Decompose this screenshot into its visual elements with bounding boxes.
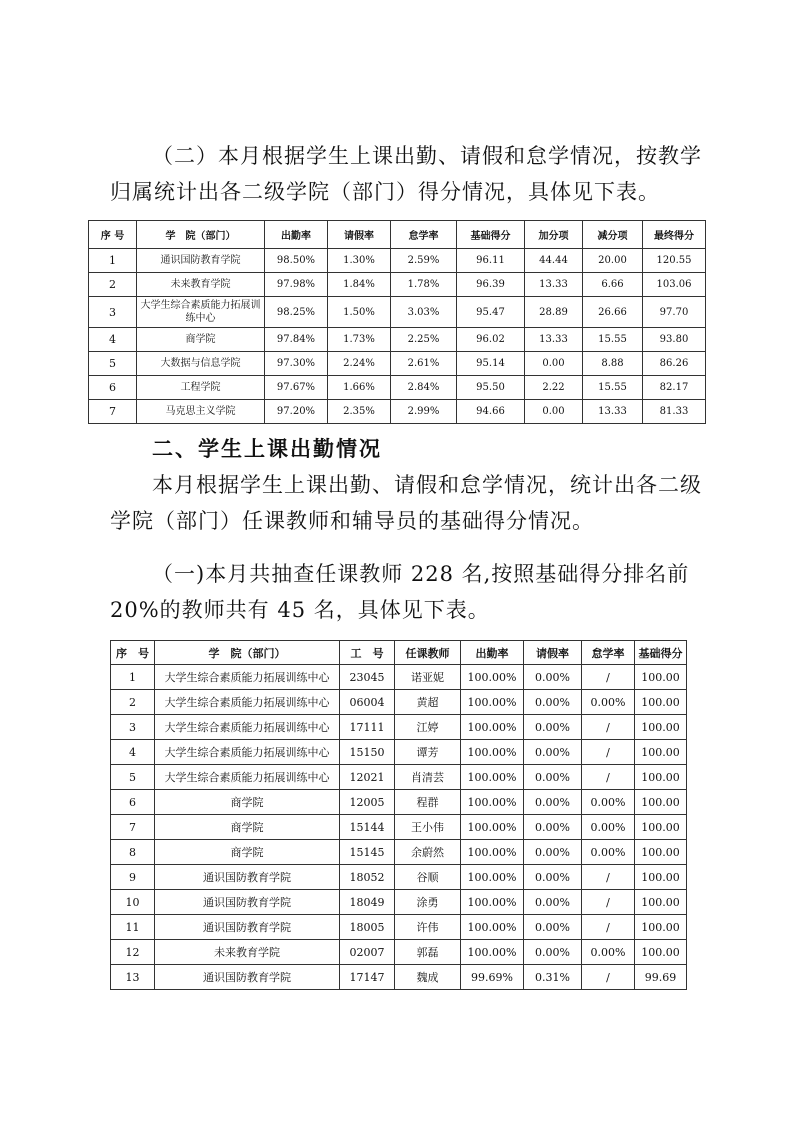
table-cell: 1.73% [328, 328, 391, 352]
table-cell: 100.00 [635, 665, 687, 690]
table-cell: 4 [111, 740, 155, 765]
table-cell: 13 [111, 965, 155, 990]
table-cell: 15.55 [583, 328, 643, 352]
table-cell: / [582, 915, 635, 940]
header-cell: 学 院（部门） [137, 221, 265, 249]
table-cell: 100.00% [461, 840, 524, 865]
table-cell: 02007 [340, 940, 395, 965]
table-cell: 1 [111, 665, 155, 690]
table-cell: 94.66 [457, 400, 525, 424]
table-cell: 100.00 [635, 815, 687, 840]
table-cell: 28.89 [525, 297, 583, 328]
table-cell: 0.31% [524, 965, 582, 990]
table-cell: 0.00% [582, 690, 635, 715]
table-row [89, 352, 706, 376]
table-cell: 1.84% [328, 273, 391, 297]
table-cell: 18005 [340, 915, 395, 940]
table-row [111, 865, 687, 890]
table-cell: 许伟 [395, 915, 461, 940]
table-cell: 大学生综合素质能力拓展训练中心 [155, 765, 340, 790]
table-row [111, 690, 687, 715]
table-cell: / [582, 665, 635, 690]
table-cell: 郭磊 [395, 940, 461, 965]
table-cell: 5 [111, 765, 155, 790]
table-cell: 20.00 [583, 249, 643, 273]
header-cell: 出勤率 [461, 641, 524, 665]
table-cell: 82.17 [643, 376, 706, 400]
table-cell: 余蔚然 [395, 840, 461, 865]
table-cell: 100.00% [461, 665, 524, 690]
table-cell: 100.00 [635, 840, 687, 865]
table-cell: 100.00 [635, 690, 687, 715]
table-cell: 6.66 [583, 273, 643, 297]
table-cell: 0.00% [582, 940, 635, 965]
table-cell: 未来教育学院 [137, 273, 265, 297]
table-cell: 97.20% [265, 400, 328, 424]
table-cell: 100.00 [635, 715, 687, 740]
table-cell: 100.00% [461, 890, 524, 915]
table-row [89, 328, 706, 352]
table-cell: 100.00% [461, 940, 524, 965]
table-cell: 0.00% [524, 790, 582, 815]
table-row [111, 765, 687, 790]
table-cell: 商学院 [155, 790, 340, 815]
table-cell: 9 [111, 865, 155, 890]
table-cell: 通识国防教育学院 [155, 915, 340, 940]
table-cell: 3.03% [391, 297, 457, 328]
table-row [89, 376, 706, 400]
header-cell: 请假率 [328, 221, 391, 249]
table-cell: 0.00% [524, 865, 582, 890]
table-cell: 100.00 [635, 865, 687, 890]
table-cell: 06004 [340, 690, 395, 715]
table-cell: 0.00% [524, 665, 582, 690]
table-cell: 98.25% [265, 297, 328, 328]
table-cell: 2 [111, 690, 155, 715]
table-cell: 谷顺 [395, 865, 461, 890]
table-row [111, 740, 687, 765]
table-cell: 通识国防教育学院 [155, 965, 340, 990]
table-cell: 96.11 [457, 249, 525, 273]
table-cell: 0.00 [525, 400, 583, 424]
section-intro-paragraph: （二）本月根据学生上课出勤、请假和怠学情况，按教学归属统计出各二级学院（部门）得分情况，具体见下表。 [110, 144, 702, 204]
table-cell: 诺亚妮 [395, 665, 461, 690]
table-cell: 100.00% [461, 790, 524, 815]
table-cell: 15150 [340, 740, 395, 765]
table-cell: 马克思主义学院 [137, 400, 265, 424]
table-row [89, 249, 706, 273]
table-cell: 100.00 [635, 890, 687, 915]
table-row [111, 915, 687, 940]
table-cell: 0.00% [524, 840, 582, 865]
table-cell: 2.61% [391, 352, 457, 376]
table-cell: 大学生综合素质能力拓展训练中心 [155, 715, 340, 740]
table-cell: / [582, 865, 635, 890]
table-cell: 2 [89, 273, 137, 297]
table-cell: 商学院 [137, 328, 265, 352]
table-cell: 11 [111, 915, 155, 940]
table-cell: 2.99% [391, 400, 457, 424]
table-cell: 0.00 [525, 352, 583, 376]
header-cell: 出勤率 [265, 221, 328, 249]
table-cell: 100.00% [461, 715, 524, 740]
table-cell: 1.50% [328, 297, 391, 328]
table-cell: 0.00% [524, 715, 582, 740]
table-cell: 18052 [340, 865, 395, 890]
table-cell: 工程学院 [137, 376, 265, 400]
table-cell: 1.78% [391, 273, 457, 297]
header-cell: 任课教师 [395, 641, 461, 665]
table-row [111, 815, 687, 840]
table-cell: 肖清芸 [395, 765, 461, 790]
header-cell: 请假率 [524, 641, 582, 665]
table-cell: 100.00% [461, 915, 524, 940]
table-cell: 0.00% [524, 890, 582, 915]
table-cell: 13.33 [525, 328, 583, 352]
table-cell: 0.00% [582, 790, 635, 815]
table-header-row [89, 221, 706, 249]
table-row [111, 715, 687, 740]
table-cell: 12 [111, 940, 155, 965]
table-cell: 18049 [340, 890, 395, 915]
table-row [111, 940, 687, 965]
table-header-row [111, 641, 687, 665]
table-cell: 大学生综合素质能力拓展训练中心 [155, 690, 340, 715]
table-cell: 100.00 [635, 740, 687, 765]
table-cell: 未来教育学院 [155, 940, 340, 965]
table-cell: 17147 [340, 965, 395, 990]
section-heading: 二、学生上课出勤情况 [152, 437, 382, 461]
table-cell: 商学院 [155, 815, 340, 840]
table-cell: 8.88 [583, 352, 643, 376]
table-cell: 6 [89, 376, 137, 400]
table-cell: 0.00% [524, 915, 582, 940]
table-cell: 0.00% [524, 815, 582, 840]
table-cell: 3 [111, 715, 155, 740]
table-row [111, 965, 687, 990]
table-cell: 0.00% [582, 815, 635, 840]
table-cell: 2.59% [391, 249, 457, 273]
table-cell: 96.02 [457, 328, 525, 352]
header-cell: 怠学率 [391, 221, 457, 249]
table-cell: 0.00% [524, 690, 582, 715]
table-cell: 100.00% [461, 690, 524, 715]
table-cell: 程群 [395, 790, 461, 815]
table-cell: 97.98% [265, 273, 328, 297]
table-cell: 黄超 [395, 690, 461, 715]
table-cell: 江婷 [395, 715, 461, 740]
table-cell: 100.00 [635, 940, 687, 965]
table-cell: 7 [89, 400, 137, 424]
table-cell: 0.00% [524, 765, 582, 790]
table-cell: 23045 [340, 665, 395, 690]
table-row [111, 790, 687, 815]
table-cell: 魏成 [395, 965, 461, 990]
table-cell: 15144 [340, 815, 395, 840]
table-cell: 谭芳 [395, 740, 461, 765]
table-cell: 97.67% [265, 376, 328, 400]
table-cell: 1 [89, 249, 137, 273]
table-cell: 8 [111, 840, 155, 865]
table-cell: 97.30% [265, 352, 328, 376]
table-cell: 4 [89, 328, 137, 352]
table-cell: 26.66 [583, 297, 643, 328]
header-cell: 基础得分 [457, 221, 525, 249]
table-row [89, 273, 706, 297]
table-cell: 17111 [340, 715, 395, 740]
header-cell: 序 号 [89, 221, 137, 249]
table-cell: 100.00% [461, 865, 524, 890]
college-scores-table [88, 220, 706, 424]
table-cell: 100.00 [635, 915, 687, 940]
table-cell: 2.22 [525, 376, 583, 400]
table-cell: 86.26 [643, 352, 706, 376]
table-row [111, 890, 687, 915]
header-cell: 最终得分 [643, 221, 706, 249]
sampling-paragraph: （一)本月共抽查任课教师 228 名,按照基础得分排名前 20%的教师共有 45 名，具体见下表。 [110, 562, 690, 622]
table-cell: 5 [89, 352, 137, 376]
table-cell: 100.00% [461, 765, 524, 790]
table-row [111, 840, 687, 865]
table-cell: 1.66% [328, 376, 391, 400]
table-cell: 103.06 [643, 273, 706, 297]
table-cell: 3 [89, 297, 137, 328]
table-cell: 95.47 [457, 297, 525, 328]
header-cell: 加分项 [525, 221, 583, 249]
header-cell: 怠学率 [582, 641, 635, 665]
teacher-ranking-table [110, 640, 687, 990]
table-cell: 通识国防教育学院 [155, 890, 340, 915]
table-cell: 96.39 [457, 273, 525, 297]
table-cell: 商学院 [155, 840, 340, 865]
table-cell: 0.00% [582, 840, 635, 865]
table-cell: 0.00% [524, 740, 582, 765]
table-cell: 100.00% [461, 815, 524, 840]
table-cell: 王小伟 [395, 815, 461, 840]
table-cell: 12021 [340, 765, 395, 790]
table-cell: 15145 [340, 840, 395, 865]
attendance-paragraph: 本月根据学生上课出勤、请假和怠学情况，统计出各二级学院（部门）任课教师和辅导员的基础得分情况。 [110, 473, 702, 533]
table-cell: / [582, 965, 635, 990]
table-cell: 44.44 [525, 249, 583, 273]
header-cell: 学 院（部门） [155, 641, 340, 665]
table-cell: 大学生综合素质能力拓展训练中心 [155, 740, 340, 765]
table-row [89, 400, 706, 424]
table-cell: 2.25% [391, 328, 457, 352]
table-cell: 120.55 [643, 249, 706, 273]
table-cell: 97.84% [265, 328, 328, 352]
table-cell: / [582, 765, 635, 790]
table-cell: 100.00% [461, 740, 524, 765]
table-cell: 12005 [340, 790, 395, 815]
table-cell: 大学生综合素质能力拓展训练中心 [137, 297, 265, 328]
header-cell: 基础得分 [635, 641, 687, 665]
table-cell: 13.33 [583, 400, 643, 424]
table-cell: 大学生综合素质能力拓展训练中心 [155, 665, 340, 690]
table-cell: 通识国防教育学院 [137, 249, 265, 273]
table-cell: 13.33 [525, 273, 583, 297]
table-cell: 99.69% [461, 965, 524, 990]
table-cell: / [582, 890, 635, 915]
table-cell: 95.50 [457, 376, 525, 400]
table-cell: / [582, 740, 635, 765]
table-cell: 81.33 [643, 400, 706, 424]
table-cell: 98.50% [265, 249, 328, 273]
table-cell: 2.35% [328, 400, 391, 424]
table-cell: 6 [111, 790, 155, 815]
table-cell: 97.70 [643, 297, 706, 328]
table-cell: 15.55 [583, 376, 643, 400]
table-cell: 100.00 [635, 790, 687, 815]
table-cell: 1.30% [328, 249, 391, 273]
header-cell: 工 号 [340, 641, 395, 665]
table-row [111, 665, 687, 690]
table-cell: 95.14 [457, 352, 525, 376]
table-cell: 大数据与信息学院 [137, 352, 265, 376]
table-cell: 0.00% [524, 940, 582, 965]
header-cell: 序 号 [111, 641, 155, 665]
table-cell: 2.24% [328, 352, 391, 376]
header-cell: 减分项 [583, 221, 643, 249]
table-cell: 2.84% [391, 376, 457, 400]
table-cell: 涂勇 [395, 890, 461, 915]
table-cell: 10 [111, 890, 155, 915]
table-cell: 7 [111, 815, 155, 840]
table-cell: 100.00 [635, 765, 687, 790]
table-cell: 99.69 [635, 965, 687, 990]
table-cell: 93.80 [643, 328, 706, 352]
table-row [89, 297, 706, 328]
table-cell: 通识国防教育学院 [155, 865, 340, 890]
table-cell: / [582, 715, 635, 740]
